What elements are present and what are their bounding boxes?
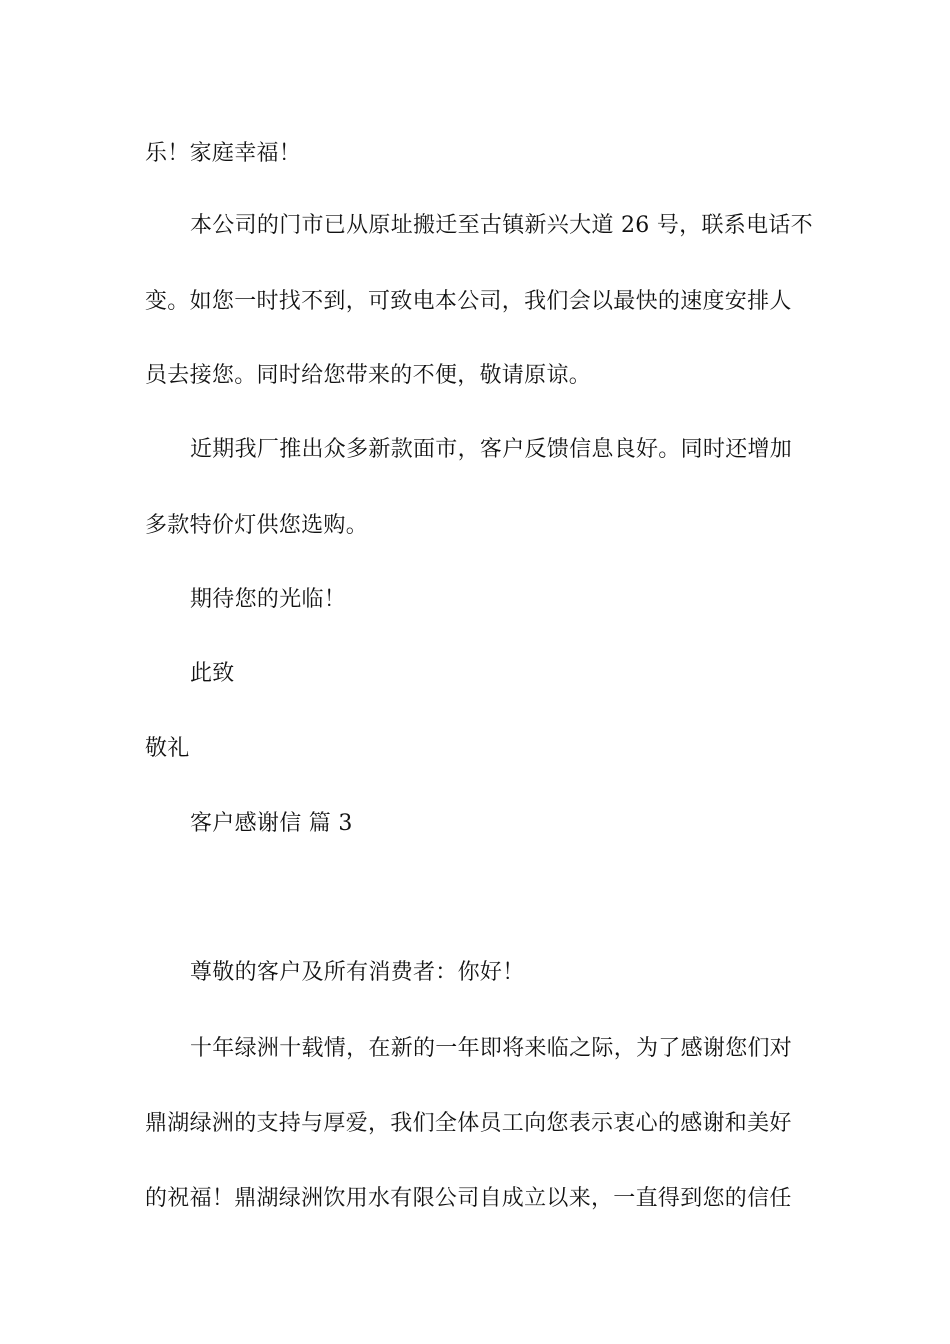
paragraph-relocation-line-2: 变。如您一时找不到，可致电本公司，我们会以最快的速度安排人 [145,289,792,314]
section-heading: 客户感谢信 篇 3 [190,811,353,836]
closing-regards: 敬礼 [145,736,190,761]
paragraph-new-products-line-1: 近期我厂推出众多新款面市，客户反馈信息良好。同时还增加 [190,437,793,462]
letter-body-line-2: 鼎湖绿洲的支持与厚爱，我们全体员工向您表示衷心的感谢和美好 [145,1111,792,1136]
paragraph-relocation-line-3: 员去接您。同时给您带来的不便，敬请原谅。 [145,363,592,388]
paragraph-relocation-line-1: 本公司的门市已从原址搬迁至古镇新兴大道 26 号，联系电话不 [190,213,813,238]
closing-salutation: 此致 [190,661,235,686]
letter-body-line-1: 十年绿洲十载情，在新的一年即将来临之际，为了感谢您们对 [190,1036,793,1061]
paragraph-new-products-line-2: 多款特价灯供您选购。 [145,513,369,538]
text-line: 乐！家庭幸福！ [145,141,302,166]
closing-expectation: 期待您的光临！ [190,587,347,612]
letter-greeting: 尊敬的客户及所有消费者：你好！ [190,960,525,985]
letter-body-line-3: 的祝福！鼎湖绿洲饮用水有限公司自成立以来，一直得到您的信任 [145,1186,792,1211]
